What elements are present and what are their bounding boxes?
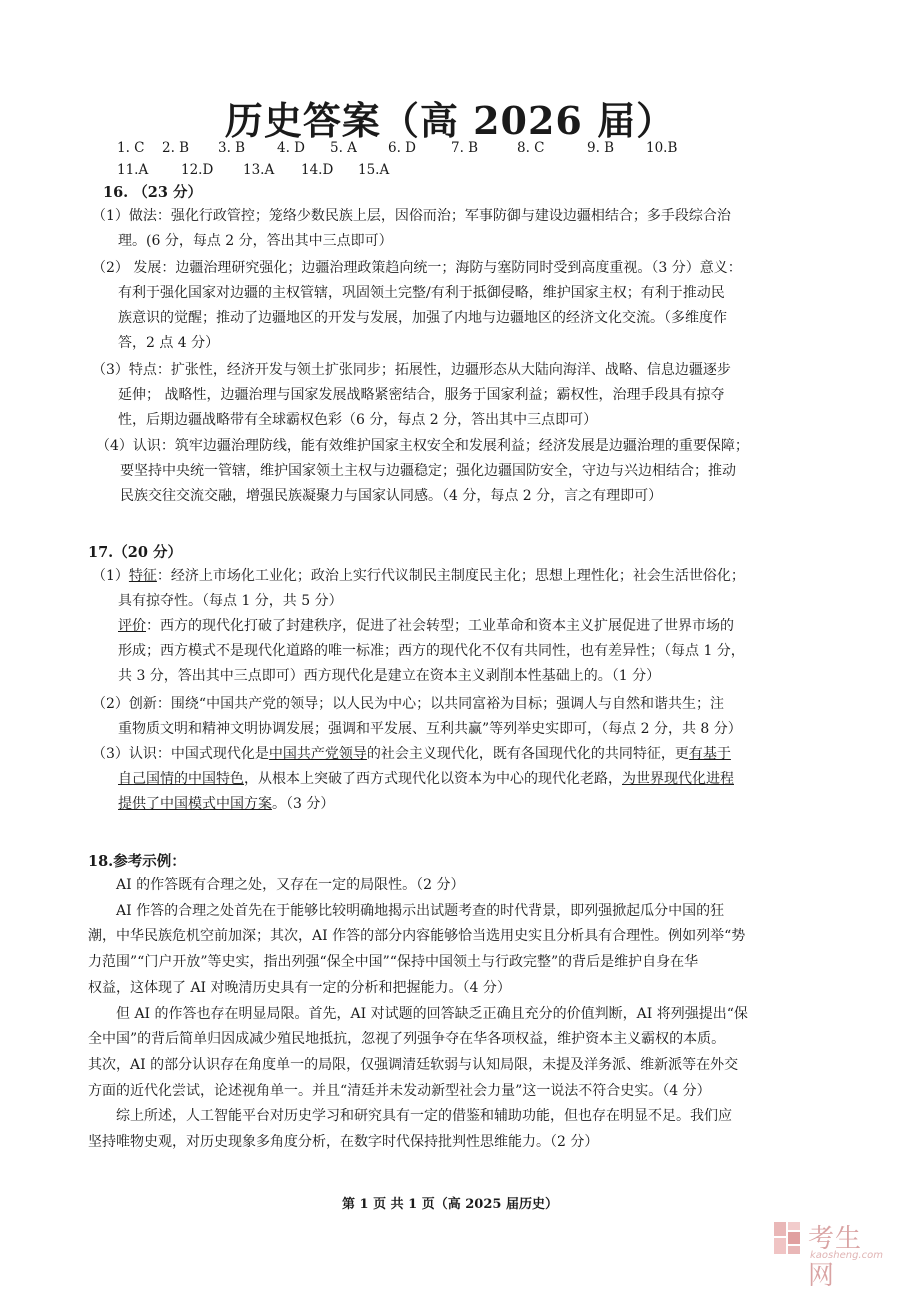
text-line: 性，后期边疆战略带有全球霸权色彩（6 分，每点 2 分，答出其中三点即可） xyxy=(118,412,598,428)
q18-heading: 18.参考示例： xyxy=(88,853,186,870)
q17-part-3 xyxy=(92,742,734,817)
underlined-text: 为世界现代化进程 xyxy=(622,771,734,787)
answer-item: 7. B xyxy=(451,140,479,156)
text-line: 全中国”的背后简单归因成减少殖民地抵抗，忽视了列强争夺在华各项权益，维护资本主义霸权的本质。 xyxy=(88,1031,726,1048)
text-line: 坚持唯物史观，对历史现象多角度分析，在数字时代保持批判性思维能力。（2 分） xyxy=(88,1134,599,1151)
logo-site: kaosheng.com xyxy=(810,1250,883,1261)
q16-part-2 xyxy=(92,256,742,356)
underlined-text: 自己国情的中国特色 xyxy=(118,771,244,787)
q16-part-1 xyxy=(92,204,731,254)
answer-item: 9. B xyxy=(587,140,615,156)
text-line: 具有掠夺性。（每点 1 分，共 5 分） xyxy=(118,593,343,609)
text-line: AI 的作答既有合理之处，又存在一定的局限性。（2 分） xyxy=(116,877,465,893)
answer-row-2 xyxy=(117,162,408,178)
answer-item: 1. C xyxy=(117,140,145,156)
kaosheng-logo-icon xyxy=(772,1220,802,1256)
q17-heading: 17.（20 分） xyxy=(88,544,182,561)
text-line: 方面的近代化尝试，论述视角单一。并且“清廷并未发动新型社会力量”这一说法不符合史实。（4 分） xyxy=(88,1082,711,1099)
text-line: AI 作答的合理之处首先在于能够比较明确地揭示出试题考查的时代背景，即列强掀起瓜分中国的狂 xyxy=(116,902,725,919)
answer-item: 15.A xyxy=(358,162,390,178)
text-line: 综上所述，人工智能平台对历史学习和研究具有一定的借鉴和辅助功能，但也存在明显不足。我们应 xyxy=(116,1108,732,1125)
text: ，从根本上突破了西方式现代化以资本为中心的现代化老路， xyxy=(244,771,622,787)
q17-part-1 xyxy=(92,564,745,689)
answer-item: 12.D xyxy=(181,162,214,178)
page-footer: 第 1 页 共 1 页（高 2025 届历史） xyxy=(342,1197,558,1212)
text-line: 答，2 点 4 分） xyxy=(118,335,220,351)
answer-item: 6. D xyxy=(388,140,416,156)
evaluation-label: 评价 xyxy=(118,618,146,634)
text-line: 其次，AI 的部分认识存在角度单一的局限，仅强调清廷软弱与认知局限，未提及洋务派、维新派等在外交 xyxy=(88,1056,739,1073)
text-line: （2） 发展：边疆治理研究强化；边疆治理政策趋向统一；海防与塞防同时受到高度重视。（3 分）意义： xyxy=(92,260,742,276)
text-line: 重物质文明和精神文明协调发展；强调和平发展、互利共赢”等列举史实即可，（每点 2 分，共 8 分） xyxy=(118,721,742,737)
text: 。（3 分） xyxy=(272,796,335,812)
text-line: 共 3 分，答出其中三点即可）西方现代化是建立在资本主义剥削本性基础上的。（1 分） xyxy=(118,668,661,684)
text-line: 形成；西方模式不是现代化道路的唯一标准；西方的现代化不仅有共同性，也有差异性；（每点 1 分， xyxy=(118,643,745,659)
q16-part-4 xyxy=(96,434,749,509)
page-title: 历史答案（高 2026 届） xyxy=(224,98,676,143)
q16-part-3 xyxy=(92,358,731,433)
text-line: 理。(6 分，每点 2 分，答出其中三点即可） xyxy=(118,233,393,249)
underlined-text: 中国共产党领导 xyxy=(268,746,367,762)
text-line: ：经济上市场化工业化；政治上实行代议制民主制度民主化；思想上理性化；社会生活世俗化； xyxy=(156,568,745,584)
text-line: 族意识的觉醒；推动了边疆地区的开发与发展，加强了内地与边疆地区的经济文化交流。（多维度作 xyxy=(118,310,727,326)
text-line: 潮，中华民族危机空前加深；其次，AI 作答的部分内容能够恰当选用史实且分析具有合理性。例如列举“势 xyxy=(88,928,746,945)
text-line: 力范围”“门户开放”等史实，指出列强“保全中国”“保持中国领土与行政完整”的背后是维护自身在华 xyxy=(88,954,699,971)
text: （3）认识：中国式现代化是 xyxy=(92,746,269,762)
underlined-text: 有基于 xyxy=(688,746,731,762)
answer-item: 11.A xyxy=(117,162,149,178)
text-line: （2）创新：围绕“中国共产党的领导；以人民为中心；以共同富裕为目标；强调人与自然和谐共生；注 xyxy=(92,696,725,712)
text-line: 有利于强化国家对边疆的主权管辖，巩固领土完整/有利于抵御侵略，维护国家主权；有利于推动民 xyxy=(118,285,725,301)
text-line: 但 AI 的作答也存在明显局限。首先，AI 对试题的回答缺乏正确且充分的价值判断，AI 将列强提出“保 xyxy=(116,1005,748,1022)
text-line: （4）认识：筑牢边疆治理防线，能有效维护国家主权安全和发展利益；经济发展是边疆治理的重要保障； xyxy=(96,438,749,454)
text: 的社会主义现代化，既有各国现代化的共同特征，更 xyxy=(366,746,689,762)
answer-item: 14.D xyxy=(301,162,334,178)
q17-part-2 xyxy=(92,692,742,742)
q18-body xyxy=(88,873,748,1156)
answer-item: 8. C xyxy=(517,140,545,156)
answer-item: 10.B xyxy=(646,140,678,156)
feature-label: 特征 xyxy=(128,568,157,584)
answer-item: 13.A xyxy=(243,162,275,178)
answer-item: 2. B xyxy=(162,140,190,156)
answer-item: 5. A xyxy=(330,140,357,156)
text-line: 民族交往交流交融，增强民族凝聚力与国家认同感。（4 分，每点 2 分，言之有理即可） xyxy=(120,488,663,504)
text-line: 延伸； 战略性，边疆治理与国家发展战略紧密结合，服务于国家利益；霸权性，治理手段具有掠夺 xyxy=(118,387,725,403)
text-line: （1）做法：强化行政管控；笼络少数民族上层，因俗而治；军事防御与建设边疆相结合；多手段综合治 xyxy=(92,208,731,224)
answer-item: 3. B xyxy=(218,140,246,156)
watermark-logo xyxy=(772,1216,883,1291)
answer-row-1 xyxy=(117,140,696,156)
logo-name: 考生网 xyxy=(808,1224,863,1291)
part-label: （1） xyxy=(92,568,129,584)
text-line: 要坚持中央统一管辖，维护国家领土主权与边疆稳定；强化边疆国防安全，守边与兴边相结合；推动 xyxy=(120,463,736,479)
answer-item: 4. D xyxy=(277,140,305,156)
text-line: 权益，这体现了 AI 对晚清历史具有一定的分析和把握能力。（4 分） xyxy=(88,979,511,996)
text-line: ：西方的现代化打破了封建秩序，促进了社会转型；工业革命和资本主义扩展促进了世界市场的 xyxy=(146,618,734,634)
q16-heading: 16. （23 分） xyxy=(103,184,203,201)
text-line: （3）特点：扩张性，经济开发与领土扩张同步；拓展性，边疆形态从大陆向海洋、战略、信息边疆逐步 xyxy=(92,362,731,378)
underlined-text: 提供了中国模式中国方案 xyxy=(118,796,272,812)
